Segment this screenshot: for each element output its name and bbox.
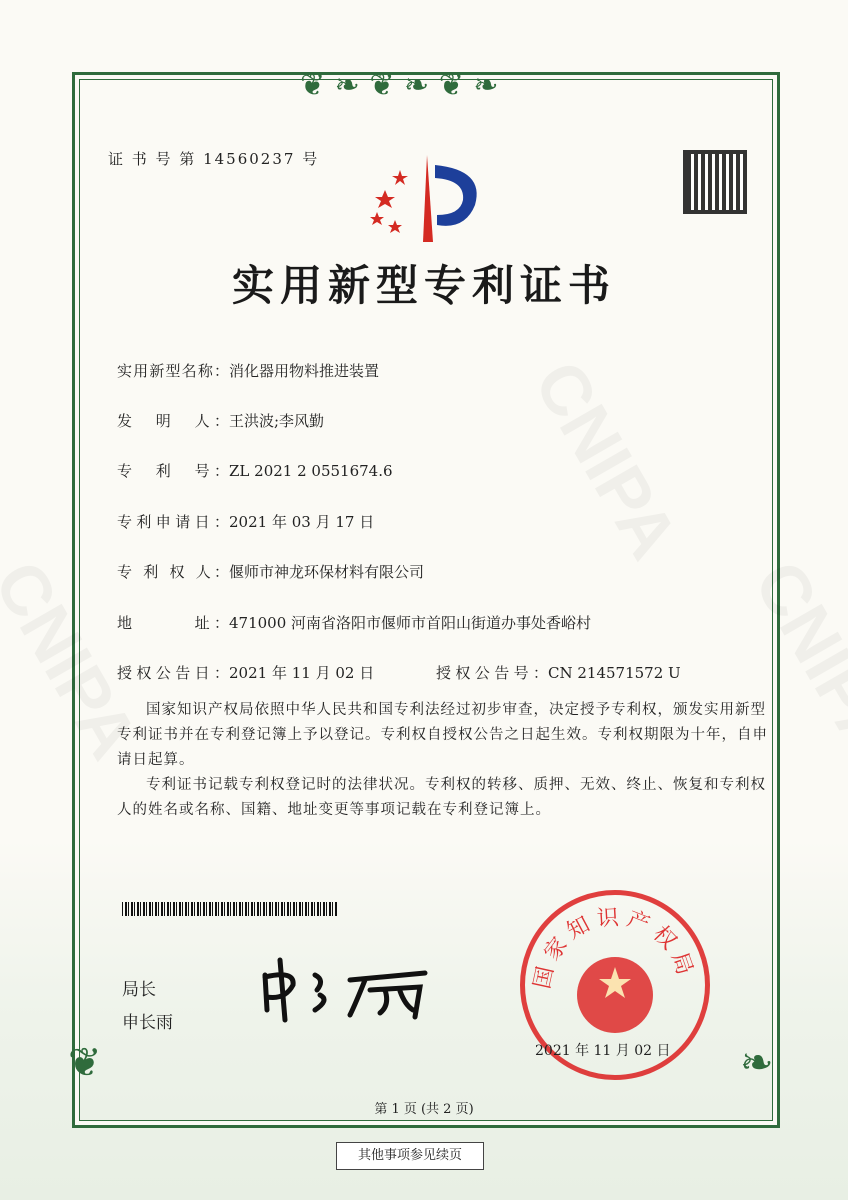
corner-ornament-right: ❧ <box>740 1040 774 1086</box>
field-grant-date <box>117 662 374 683</box>
field-announcement-number <box>436 662 681 683</box>
field-label: 发 明 人： <box>117 412 229 430</box>
field-value: 471000 河南省洛阳市偃师市首阳山街道办事处香峪村 <box>229 614 592 632</box>
field-value: CN 214571572 U <box>548 664 681 682</box>
field-value: 2021 年 11 月 02 日 <box>229 664 375 682</box>
seal-date: 2021 年 11 月 02 日 <box>535 1043 671 1059</box>
field-application-date <box>117 511 374 532</box>
field-label: 授权公告号： <box>436 664 548 682</box>
corner-ornament-left: ❦ <box>68 1040 102 1086</box>
field-utility-model-name <box>117 360 379 381</box>
barcode <box>122 902 337 916</box>
body-paragraph: 专利证书记载专利权登记时的法律状况。专利权的转移、质押、无效、终止、恢复和专利权人的姓名或名称、国籍、地址变更等事项记载在专利登记簿上。 <box>117 777 766 818</box>
field-value: 偃师市神龙环保材料有限公司 <box>229 563 425 581</box>
field-patentee <box>117 561 424 582</box>
field-label: 地 址： <box>117 614 229 632</box>
certificate-number: 证 书 号 第 14560237 号 <box>108 150 320 168</box>
signature <box>255 955 435 1025</box>
qr-code <box>683 150 747 214</box>
page-number: 第 1 页 (共 2 页) <box>374 1102 474 1117</box>
continuation-note: 其他事项参见续页 <box>336 1142 484 1170</box>
chief-title: 局长 <box>122 980 156 1000</box>
top-ornament: ❦ ❧ ❦ ❧ ❦ ❧ <box>300 68 499 103</box>
field-label: 专 利 权 人： <box>117 563 229 581</box>
field-patent-number <box>117 460 393 481</box>
cnipa-logo <box>365 150 490 245</box>
field-label: 实用新型名称： <box>117 362 229 380</box>
field-value: 2021 年 03 月 17 日 <box>229 513 375 531</box>
certificate-body <box>117 698 777 823</box>
field-label: 专利申请日： <box>117 513 229 531</box>
field-value: 王洪波;李风勤 <box>229 412 325 430</box>
certificate-title: 实用新型专利证书 <box>231 261 616 310</box>
field-label: 授权公告日： <box>117 664 229 682</box>
field-value: ZL 2021 2 0551674.6 <box>229 462 393 480</box>
field-inventor <box>117 410 324 431</box>
seal-text: 国家知识产权局 <box>529 905 699 992</box>
chief-name: 申长雨 <box>122 1013 173 1033</box>
field-value: 消化器用物料推进装置 <box>229 362 380 380</box>
field-label: 专 利 号： <box>117 462 229 480</box>
field-address <box>117 612 591 633</box>
body-paragraph: 国家知识产权局依照中华人民共和国专利法经过初步审查，决定授予专利权，颁发实用新型专利证书并在专利登记簿上予以登记。专利权自授权公告之日起生效。专利权期限为十年，自申请日起算。 <box>117 702 768 768</box>
